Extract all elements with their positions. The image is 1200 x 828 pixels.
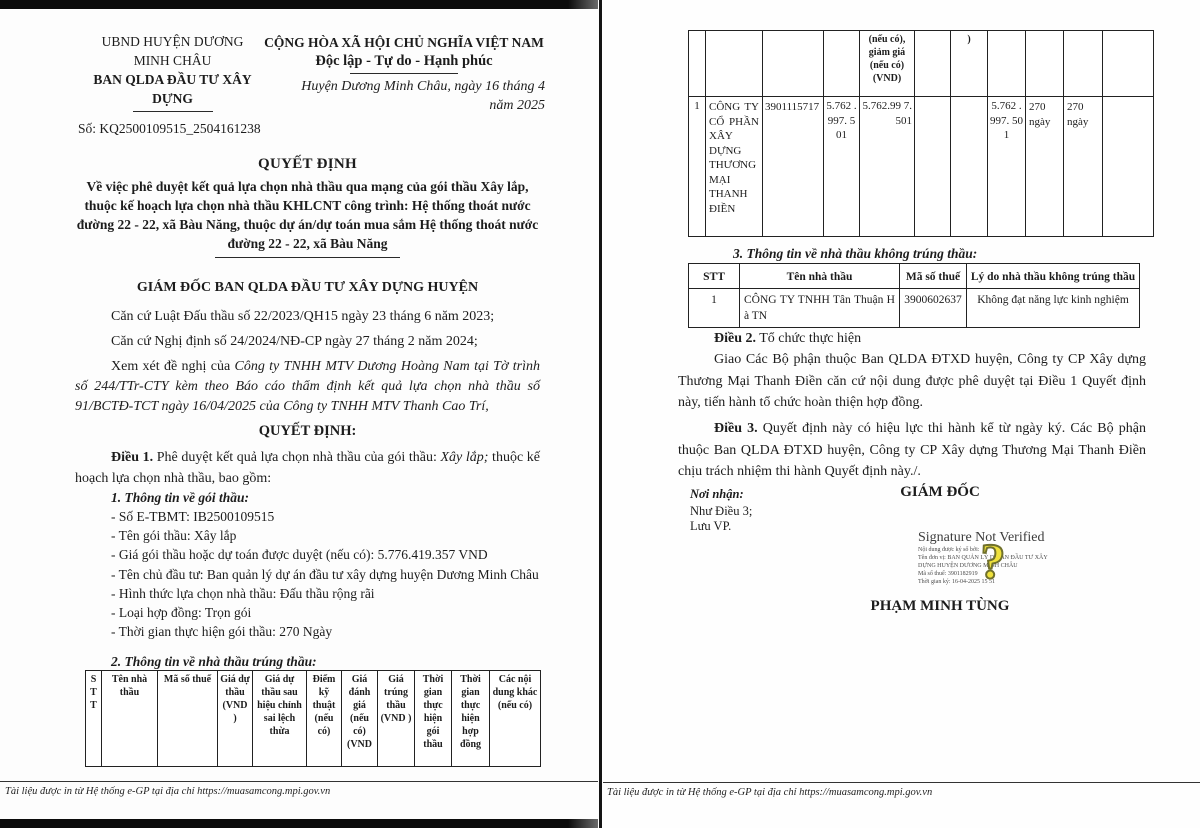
loser-col-taxcode: Mã số thuế bbox=[899, 264, 966, 288]
consideration-paragraph: Xem xét đề nghị của Công ty TNHH MTV Dương Hoàng Nam tại Tờ trình số 244/TTr-CTY kèm theo Báo cáo thẩm định kết quả lựa chọn nhà thầu số 91/BCTĐ-TCT ngày 16/04/2025 của Công ty TNHH MTV Thanh Cao Trí, bbox=[75, 359, 540, 414]
issuing-org-block bbox=[90, 32, 255, 112]
decision-subject: Về việc phê duyệt kết quả lựa chọn nhà thầu qua mạng của gói thầu Xây lắp, thuộc kế hoạch lựa chọn nhà thầu KHLCNT công trình: Hệ thống thoát nước đường 22 - 22, xã Bàu Năng, thuộc dự án/dự toán mua sắm Hệ thống thoát nước đường 22 - 22, xã Bàu Năng bbox=[76, 179, 539, 251]
winner-cont-h9 bbox=[1063, 31, 1102, 96]
loser-row-taxcode: 3900602637 bbox=[899, 288, 966, 327]
digital-signature-block bbox=[918, 530, 1098, 590]
article-2-body: Giao Các Bộ phận thuộc Ban QLDA ĐTXD huyện, Công ty CP Xây dựng Thương Mại Thanh Điền căn cứ nội dung được phê duyệt tại Điều 1 Quyết định này, tiến hành tổ chức hoàn thiện hợp đồng. bbox=[678, 352, 1146, 410]
legal-basis-1: Căn cứ Luật Đấu thầu số 22/2023/QH15 ngày 23 tháng 6 năm 2023; bbox=[111, 309, 495, 324]
document-page-2 bbox=[603, 0, 1200, 828]
subject-underline bbox=[215, 257, 400, 258]
loser-col-reason: Lý do nhà thầu không trúng thầu bbox=[966, 264, 1139, 288]
winner-row-package-time: 270 ngày bbox=[1025, 96, 1063, 236]
info-item-contract-type: - Loại hợp đồng: Trọn gói bbox=[111, 605, 252, 621]
winner-cont-h3 bbox=[823, 31, 859, 96]
winner-col-other: Các nội dung khác (nếu có) bbox=[489, 671, 540, 766]
winner-row-contract-time: 270 ngày bbox=[1063, 96, 1102, 236]
winner-row-eval-price bbox=[950, 96, 987, 236]
winner-table-continuation bbox=[688, 30, 1154, 237]
recipients-label: Nơi nhận: bbox=[690, 487, 744, 501]
decide-heading: QUYẾT ĐỊNH: bbox=[258, 423, 357, 439]
winner-cont-h2 bbox=[762, 31, 823, 96]
winner-cont-h7 bbox=[987, 31, 1025, 96]
signature-question-icon: ? bbox=[978, 532, 1007, 590]
loser-row-reason: Không đạt năng lực kinh nghiệm bbox=[966, 288, 1139, 327]
scan-edge-bottom bbox=[0, 819, 598, 828]
winner-row-award-price: 5.762 .997. 501 bbox=[987, 96, 1025, 236]
winner-table-header bbox=[85, 670, 541, 767]
place-date: Huyện Dương Minh Châu, ngày 16 tháng 4 năm 2025 bbox=[301, 79, 545, 113]
info-item-package-name: - Tên gói thầu: Xây lắp bbox=[111, 528, 237, 544]
info-item-investor: - Tên chủ đầu tư: Ban quản lý dự án đầu tư xây dựng huyện Dương Minh Châu bbox=[111, 566, 539, 582]
winner-col-package-time: Thời gian thực hiện gói thầu bbox=[414, 671, 451, 766]
winner-row-tech-score bbox=[914, 96, 950, 236]
winner-col-bid-price: Giá dự thầu (VND ) bbox=[217, 671, 252, 766]
winner-col-corrected-price: Giá dự thầu sau hiệu chỉnh sai lệch thừa bbox=[252, 671, 306, 766]
winner-cont-h1 bbox=[705, 31, 762, 96]
winner-col-contractor: Tên nhà thầu bbox=[101, 671, 157, 766]
winner-cont-h4: (nếu có), giảm giá (nếu có) (VND) bbox=[859, 31, 914, 96]
article-2-title: Điều 2. Tổ chức thực hiện bbox=[714, 331, 862, 346]
footer-note: Tài liệu được in từ Hệ thống e-GP tại địa chỉ https://muasamcong.mpi.gov.vn bbox=[5, 786, 331, 797]
winner-col-contract-time: Thời gian thực hiện hợp đồng bbox=[451, 671, 489, 766]
recipient-2: Lưu VP. bbox=[690, 519, 732, 533]
signer-title: GIÁM ĐỐC bbox=[900, 484, 980, 500]
info-item-etbmt: - Số E-TBMT: IB2500109515 bbox=[111, 509, 275, 524]
winner-cont-h5 bbox=[914, 31, 950, 96]
winner-cont-h0 bbox=[689, 31, 705, 96]
winner-row-taxcode: 3901115717 bbox=[762, 96, 823, 236]
motto-underline bbox=[350, 73, 458, 74]
winner-cont-h10 bbox=[1102, 31, 1153, 96]
authority-title: GIÁM ĐỐC BAN QLDA ĐẦU TƯ XÂY DỰNG HUYỆN bbox=[136, 280, 479, 295]
winner-col-award-price: Giá trúng thầu (VND ) bbox=[377, 671, 414, 766]
loser-col-stt: STT bbox=[703, 271, 725, 283]
org-underline bbox=[133, 111, 213, 112]
loser-row-contractor: CÔNG TY TNHH Tân Thuận Hà TN bbox=[739, 288, 899, 327]
footer-rule bbox=[0, 781, 598, 782]
org-name: BAN QLDA ĐẦU TƯ XÂY DỰNG bbox=[93, 72, 252, 106]
section-3-title: 3. Thông tin về nhà thầu không trúng thầu: bbox=[733, 246, 978, 261]
winner-cont-h8 bbox=[1025, 31, 1063, 96]
winner-row-contractor: CÔNG TY CỔ PHẦN XÂY DỰNG THƯƠNG MẠI THANH ĐIỀN bbox=[705, 96, 762, 236]
national-header-block bbox=[263, 33, 545, 115]
republic-title: CỘNG HÒA XÃ HỘI CHỦ NGHĨA VIỆT NAM bbox=[264, 35, 544, 50]
info-item-approved-price: - Giá gói thầu hoặc dự toán được duyệt (nếu có): 5.776.419.357 VND bbox=[111, 547, 488, 563]
motto: Độc lập - Tự do - Hạnh phúc bbox=[315, 53, 493, 69]
winner-row-stt: 1 bbox=[689, 96, 705, 236]
winner-row-corrected-price: 5.762.99 7.501 bbox=[859, 96, 914, 236]
loser-row-stt: 1 bbox=[689, 288, 739, 327]
recipients-list bbox=[690, 504, 752, 534]
footer-rule-2 bbox=[603, 782, 1200, 783]
winner-col-taxcode: Mã số thuế bbox=[157, 671, 217, 766]
winner-row-other bbox=[1102, 96, 1153, 236]
info-item-duration: - Thời gian thực hiện gói thầu: 270 Ngày bbox=[111, 624, 333, 640]
legal-basis-2: Căn cứ Nghị định số 24/2024/NĐ-CP ngày 27 tháng 2 năm 2024; bbox=[111, 334, 478, 349]
winner-col-tech-score: Điểm kỹ thuật (nếu có) bbox=[306, 671, 341, 766]
loser-col-contractor: Tên nhà thầu bbox=[739, 264, 899, 288]
recipient-1: Như Điều 3; bbox=[690, 504, 753, 518]
signer-name: PHẠM MINH TÙNG bbox=[870, 598, 1010, 614]
signature-details: Nội dung được ký số bởi: Tên đơn vị: BAN QUẢN LÝ DỰ ÁN ĐẦU TƯ XÂY DỰNG HUYỆN DƯƠNG MINH CHÂU Mã số thuế: 3901182919 Thời gian ký: 16-04-2025 15 51 bbox=[918, 547, 1048, 585]
winner-col-eval-price: Giá đánh giá (nếu có) (VND bbox=[341, 671, 377, 766]
article-3: Điều 3. Quyết định này có hiệu lực thi hành kể từ ngày ký. Các Bộ phận thuộc Ban QLDA ĐTXD huyện, Công ty CP Xây dựng Thương Mại Thanh Điền chịu trách nhiệm thi hành Quyết định này./. bbox=[678, 421, 1146, 479]
winner-col-stt: S T T bbox=[90, 674, 97, 711]
info-item-selection-method: - Hình thức lựa chọn nhà thầu: Đấu thầu rộng rãi bbox=[111, 585, 375, 601]
decision-title: QUYẾT ĐỊNH bbox=[258, 156, 357, 172]
footer-note-2: Tài liệu được in từ Hệ thống e-GP tại địa chỉ https://muasamcong.mpi.gov.vn bbox=[607, 787, 933, 798]
document-number: Số: KQ2500109515_2504161238 bbox=[78, 121, 261, 136]
signature-status: Signature Not Verified bbox=[918, 530, 1045, 545]
scan-edge-top bbox=[0, 0, 598, 9]
page-divider bbox=[599, 0, 602, 828]
article-1: Điều 1. Phê duyệt kết quả lựa chọn nhà thầu của gói thầu: Xây lắp; thuộc kế hoạch lựa chọn nhà thầu, bao gồm: bbox=[75, 450, 540, 486]
section-2-title: 2. Thông tin về nhà thầu trúng thầu: bbox=[111, 654, 317, 669]
winner-row-bid-price: 5.762 .997. 501 bbox=[823, 96, 859, 236]
section-1-title: 1. Thông tin về gói thầu: bbox=[111, 490, 250, 505]
package-info-list bbox=[75, 507, 540, 641]
winner-cont-h6: ) bbox=[950, 31, 987, 96]
loser-table bbox=[688, 263, 1140, 328]
org-parent-name: UBND HUYỆN DƯƠNG MINH CHÂU bbox=[101, 34, 244, 68]
document-page-1 bbox=[0, 0, 599, 828]
